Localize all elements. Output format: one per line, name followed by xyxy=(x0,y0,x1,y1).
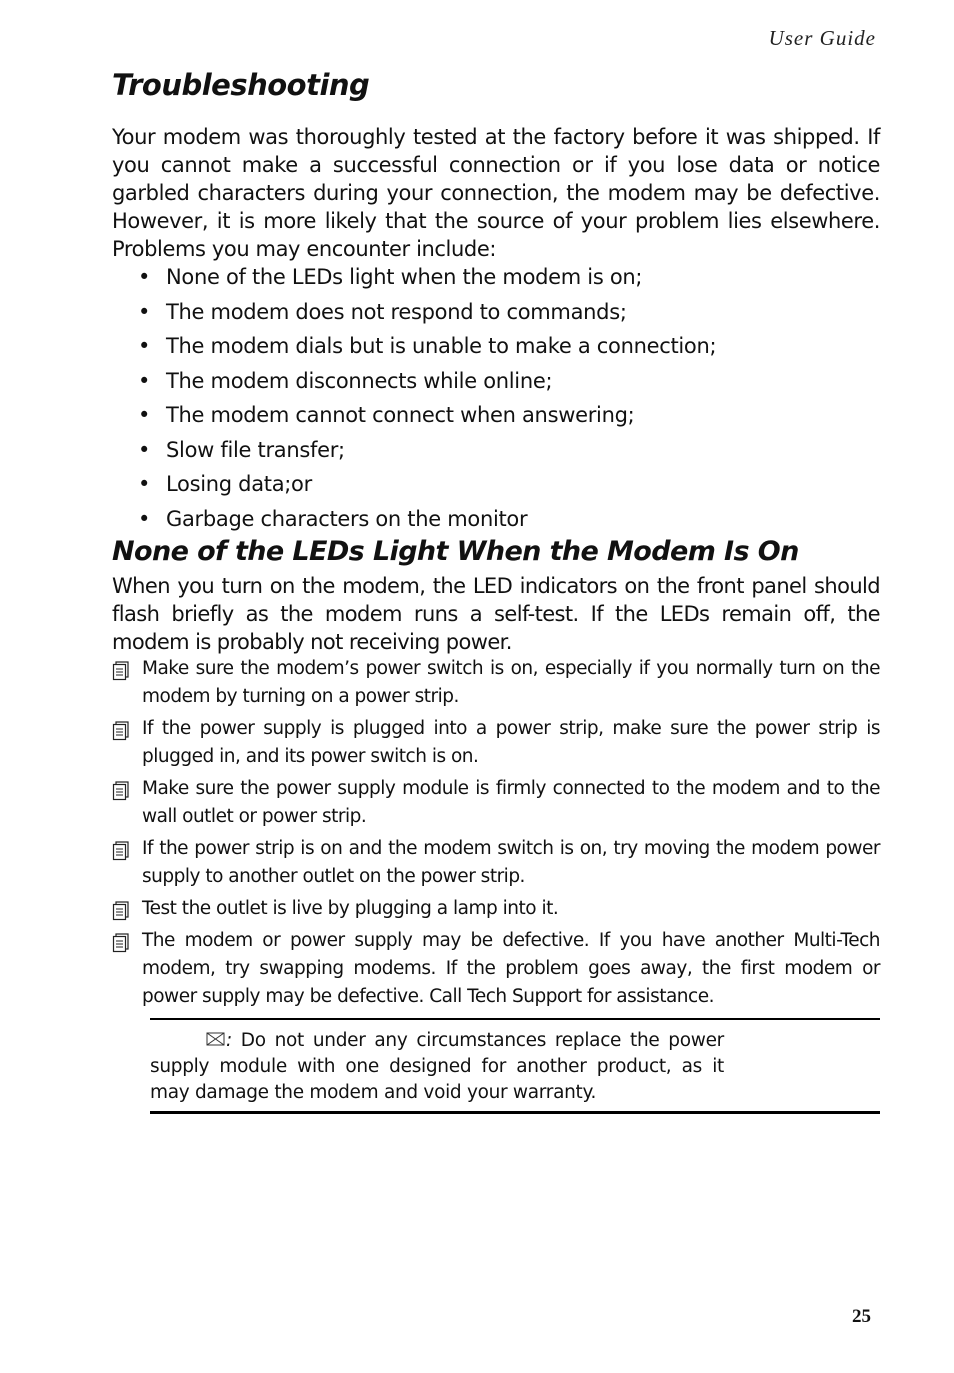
list-item xyxy=(112,329,880,364)
list-item xyxy=(112,775,880,831)
list-item xyxy=(112,260,880,295)
note-body: Do not under any circumstances replace the power supply module with one designed for another product, as it may damage the modem and void your warranty. xyxy=(150,1030,724,1103)
bullet-glyph: • xyxy=(137,334,151,358)
bullet-glyph: • xyxy=(137,506,151,531)
list-item xyxy=(112,835,880,891)
leds-intro: When you turn on the modem, the LED indicators on the front panel should flash briefly as the modem runs a self-test. If the LEDs remain off, the modem is probably not receiving power. xyxy=(112,574,880,654)
list-item-text: Garbage characters on the monitor xyxy=(166,506,528,531)
checklist-icon xyxy=(112,781,130,801)
list-item-text: The modem dials but is unable to make a connection; xyxy=(166,334,717,358)
bullet-glyph: • xyxy=(137,368,151,393)
list-item xyxy=(112,502,880,537)
envelope-icon xyxy=(206,1031,226,1047)
step-list xyxy=(112,655,880,1015)
bullet-glyph: • xyxy=(137,437,151,462)
list-item xyxy=(112,467,880,502)
list-item xyxy=(112,295,880,330)
checklist-icon xyxy=(112,721,130,741)
list-item xyxy=(112,364,880,399)
list-item-text: The modem disconnects while online; xyxy=(166,368,553,393)
list-item-text: None of the LEDs light when the modem is on; xyxy=(166,265,643,289)
checklist-icon xyxy=(112,901,130,921)
note-text-block xyxy=(150,1028,724,1106)
list-item-text: Slow file transfer; xyxy=(166,437,345,462)
bullet-glyph: • xyxy=(137,403,151,427)
troubleshooting-intro: Your modem was thoroughly tested at the factory before it was shipped. If you cannot make a successful connection or if you lose data or notice garbled characters during your connection, the modem may be defective. However, it is more likely that the source of your problem lies elsewhere. Problems you may encounter include: xyxy=(112,125,880,261)
list-item xyxy=(112,895,880,923)
warning-note xyxy=(150,1018,880,1114)
list-item xyxy=(112,433,880,468)
bullet-glyph: • xyxy=(137,265,151,289)
checklist-icon xyxy=(112,933,130,953)
section-title-troubleshooting: Troubleshooting xyxy=(112,68,370,102)
list-item xyxy=(112,927,880,1011)
bullet-glyph: • xyxy=(137,299,151,324)
checklist-icon xyxy=(112,661,130,681)
section-title-leds: None of the LEDs Light When the Modem Is On xyxy=(112,536,799,567)
bullet-glyph: • xyxy=(137,472,151,496)
list-item-text: The modem does not respond to commands; xyxy=(166,299,627,324)
list-item xyxy=(112,655,880,711)
step-text: Test the outlet is live by plugging a lamp into it. xyxy=(142,898,559,919)
step-text: Make sure the modem’s power switch is on, especially if you normally turn on the modem by turning on a power strip. xyxy=(142,658,880,707)
step-text: If the power supply is plugged into a power strip, make sure the power strip is plugged in, and its power switch is on. xyxy=(142,718,880,767)
note-prefix: : xyxy=(226,1030,232,1051)
checklist-icon xyxy=(112,841,130,861)
list-item-text: Losing data;or xyxy=(166,472,312,496)
step-text: If the power strip is on and the modem switch is on, try moving the modem power supply to another outlet on the power strip. xyxy=(142,838,880,887)
list-item xyxy=(112,398,880,433)
page-number: 25 xyxy=(852,1306,871,1327)
step-text: Make sure the power supply module is firmly connected to the modem and to the wall outlet or power strip. xyxy=(142,778,880,827)
step-text: The modem or power supply may be defective. If you have another Multi-Tech modem, try swapping modems. If the problem goes away, the first modem or power supply may be defective. Call Tech Support for assistance. xyxy=(142,930,880,1007)
list-item-text: The modem cannot connect when answering; xyxy=(166,403,635,427)
running-header: User Guide xyxy=(768,26,876,50)
list-item xyxy=(112,715,880,771)
problem-list xyxy=(112,260,880,536)
